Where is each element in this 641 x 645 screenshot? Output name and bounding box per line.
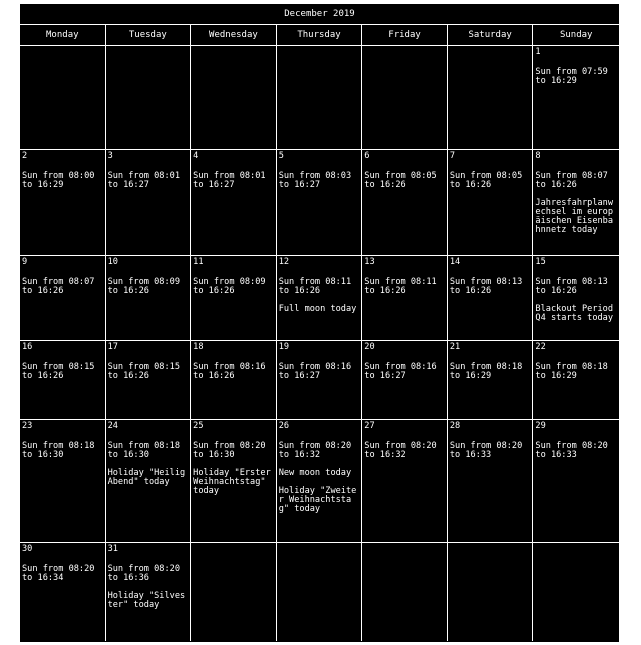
day-number <box>364 48 445 59</box>
day-cell[interactable] <box>106 256 192 341</box>
day-number: 29 <box>535 421 546 431</box>
day-number: 3 <box>107 151 113 161</box>
day-cell[interactable] <box>362 341 448 420</box>
day-number: 23 <box>22 421 33 431</box>
day-cell[interactable] <box>191 543 277 641</box>
day-number: 31 <box>107 544 118 554</box>
sun-times: Sun from 08:18 to 16:29 <box>449 362 528 381</box>
day-number: 18 <box>193 342 204 352</box>
sun-times: Sun from 08:09 to 16:26 <box>193 277 271 296</box>
day-number: 9 <box>22 257 28 267</box>
day-cell[interactable] <box>20 543 106 641</box>
day-cell[interactable] <box>106 46 192 150</box>
day-cell[interactable] <box>277 150 363 256</box>
day-cell[interactable] <box>533 256 619 341</box>
day-number: 25 <box>193 421 204 431</box>
day-cell[interactable] <box>106 420 192 543</box>
day-cell[interactable] <box>533 150 619 256</box>
day-number <box>279 545 360 556</box>
sun-times: Sun from 08:18 to 16:30 <box>107 441 186 460</box>
day-cell[interactable] <box>277 46 363 150</box>
sun-times: Sun from 08:00 to 16:29 <box>22 171 100 190</box>
weekday-label: Thursday <box>277 25 363 45</box>
sun-times: Sun from 08:20 to 16:30 <box>193 441 271 460</box>
day-number: 8 <box>535 151 541 161</box>
sun-times: Sun from 08:13 to 16:26 <box>535 277 614 296</box>
day-number: 7 <box>449 151 456 161</box>
weekday-label: Sunday <box>559 30 593 40</box>
day-cell[interactable] <box>20 420 106 543</box>
weekday-label: Tuesday <box>106 25 192 45</box>
sun-times: Sun from 08:13 to 16:26 <box>449 277 528 296</box>
event-text: New moon today <box>278 468 352 478</box>
sun-times: Sun from 08:20 to 16:32 <box>364 441 442 460</box>
sun-times: Sun from 08:20 to 16:33 <box>449 441 528 460</box>
day-number: 26 <box>278 421 290 431</box>
day-cell[interactable] <box>20 341 106 420</box>
day-cell[interactable] <box>362 256 448 341</box>
sun-times: Sun from 08:20 to 16:33 <box>535 441 614 460</box>
day-cell[interactable] <box>277 543 363 641</box>
day-number: 19 <box>278 342 290 352</box>
day-cell[interactable] <box>533 543 619 641</box>
day-number <box>193 48 274 59</box>
sun-times: Sun from 08:20 to 16:34 <box>22 564 100 583</box>
calendar-title: December 2019 <box>20 4 619 25</box>
sun-times: Sun from 08:15 to 16:26 <box>107 362 186 381</box>
day-number: 17 <box>107 342 118 352</box>
day-cell[interactable] <box>448 256 534 341</box>
day-cell[interactable] <box>277 420 363 543</box>
sun-times: Sun from 08:15 to 16:26 <box>22 362 100 381</box>
day-cell[interactable] <box>277 341 363 420</box>
day-cell[interactable] <box>533 420 619 543</box>
event-text: Full moon today <box>278 304 357 314</box>
sun-times: Sun from 08:18 to 16:29 <box>535 362 614 381</box>
sun-times: Sun from 08:03 to 16:27 <box>278 171 357 190</box>
day-cell[interactable] <box>448 420 534 543</box>
day-number <box>108 48 189 59</box>
sun-times: Sun from 08:20 to 16:36 <box>107 564 186 583</box>
event-text: Holiday "Heilig Abend" today <box>107 468 191 487</box>
day-number: 15 <box>535 257 546 267</box>
day-cell[interactable] <box>191 420 277 543</box>
day-number <box>450 545 531 556</box>
day-cell[interactable] <box>191 341 277 420</box>
day-cell[interactable] <box>20 256 106 341</box>
sun-times: Sun from 08:11 to 16:26 <box>364 277 442 296</box>
day-cell[interactable] <box>106 341 192 420</box>
day-number: 10 <box>107 257 118 267</box>
day-number: 24 <box>107 421 118 431</box>
day-number: 21 <box>449 342 461 352</box>
sun-times: Sun from 08:05 to 16:26 <box>364 171 442 190</box>
day-number: 1 <box>535 47 541 57</box>
day-cell[interactable] <box>448 150 534 256</box>
day-number <box>364 545 445 556</box>
day-cell[interactable] <box>448 341 534 420</box>
weekday-label: Friday <box>362 25 448 45</box>
day-cell[interactable] <box>533 341 619 420</box>
day-cell[interactable] <box>106 150 192 256</box>
event-text: Jahresfahrplanwechsel im europäischen Eisenbahnnetz today <box>535 198 614 235</box>
day-number: 2 <box>22 151 28 161</box>
sun-times: Sun from 07:59 to 16:29 <box>535 67 614 86</box>
weekday-label: Monday <box>20 25 106 45</box>
sun-times: Sun from 08:05 to 16:26 <box>449 171 528 190</box>
day-cell[interactable] <box>533 46 619 150</box>
day-cell[interactable] <box>362 150 448 256</box>
day-number <box>22 48 103 59</box>
event-text: Holiday "Erster Weihnachtstag" today <box>193 468 276 496</box>
weekday-header <box>20 25 619 46</box>
sun-times: Sun from 08:16 to 16:27 <box>278 362 357 381</box>
day-cell[interactable] <box>448 46 534 150</box>
sun-times: Sun from 08:16 to 16:27 <box>364 362 442 381</box>
day-number <box>193 545 274 556</box>
calendar <box>19 3 620 643</box>
day-number: 22 <box>535 342 546 352</box>
weekday-label: Wednesday <box>191 25 277 45</box>
sun-times: Sun from 08:09 to 16:26 <box>107 277 186 296</box>
sun-times: Sun from 08:01 to 16:27 <box>193 171 271 190</box>
day-grid <box>20 46 619 641</box>
sun-times: Sun from 08:20 to 16:32 <box>278 441 357 460</box>
day-number: 28 <box>449 421 461 431</box>
day-cell[interactable] <box>191 150 277 256</box>
day-cell[interactable] <box>191 46 277 150</box>
day-cell[interactable] <box>362 543 448 641</box>
sun-times: Sun from 08:01 to 16:27 <box>107 171 186 190</box>
day-number: 20 <box>364 342 375 352</box>
sun-times: Sun from 08:07 to 16:26 <box>22 277 100 296</box>
weekday-label: Saturday <box>448 25 534 45</box>
day-cell[interactable] <box>277 256 363 341</box>
sun-times: Sun from 08:11 to 16:26 <box>278 277 357 296</box>
event-text: Holiday "Silvester" today <box>107 591 186 610</box>
day-number <box>279 48 360 59</box>
day-cell[interactable] <box>362 420 448 543</box>
day-number: 14 <box>449 257 461 267</box>
day-cell[interactable] <box>20 150 106 256</box>
event-text: Blackout Period Q4 starts today <box>535 304 619 323</box>
sun-times: Sun from 08:07 to 16:26 <box>535 171 614 190</box>
day-number: 4 <box>193 151 199 161</box>
day-cell[interactable] <box>448 543 534 641</box>
day-number: 6 <box>364 151 370 161</box>
day-number: 13 <box>364 257 375 267</box>
day-number <box>450 48 531 59</box>
day-cell[interactable] <box>106 543 192 641</box>
day-number: 5 <box>278 151 284 161</box>
sun-times: Sun from 08:16 to 16:26 <box>193 362 271 381</box>
day-cell[interactable] <box>191 256 277 341</box>
day-number: 30 <box>22 544 33 554</box>
day-cell[interactable] <box>20 46 106 150</box>
sun-times: Sun from 08:18 to 16:30 <box>22 441 100 460</box>
day-number: 11 <box>193 257 204 267</box>
day-number: 27 <box>364 421 375 431</box>
day-cell[interactable] <box>362 46 448 150</box>
event-text: Holiday "Zweiter Weihnachtstag" today <box>278 486 357 514</box>
day-number: 16 <box>22 342 33 352</box>
day-number: 12 <box>278 257 290 267</box>
day-number <box>535 545 617 556</box>
